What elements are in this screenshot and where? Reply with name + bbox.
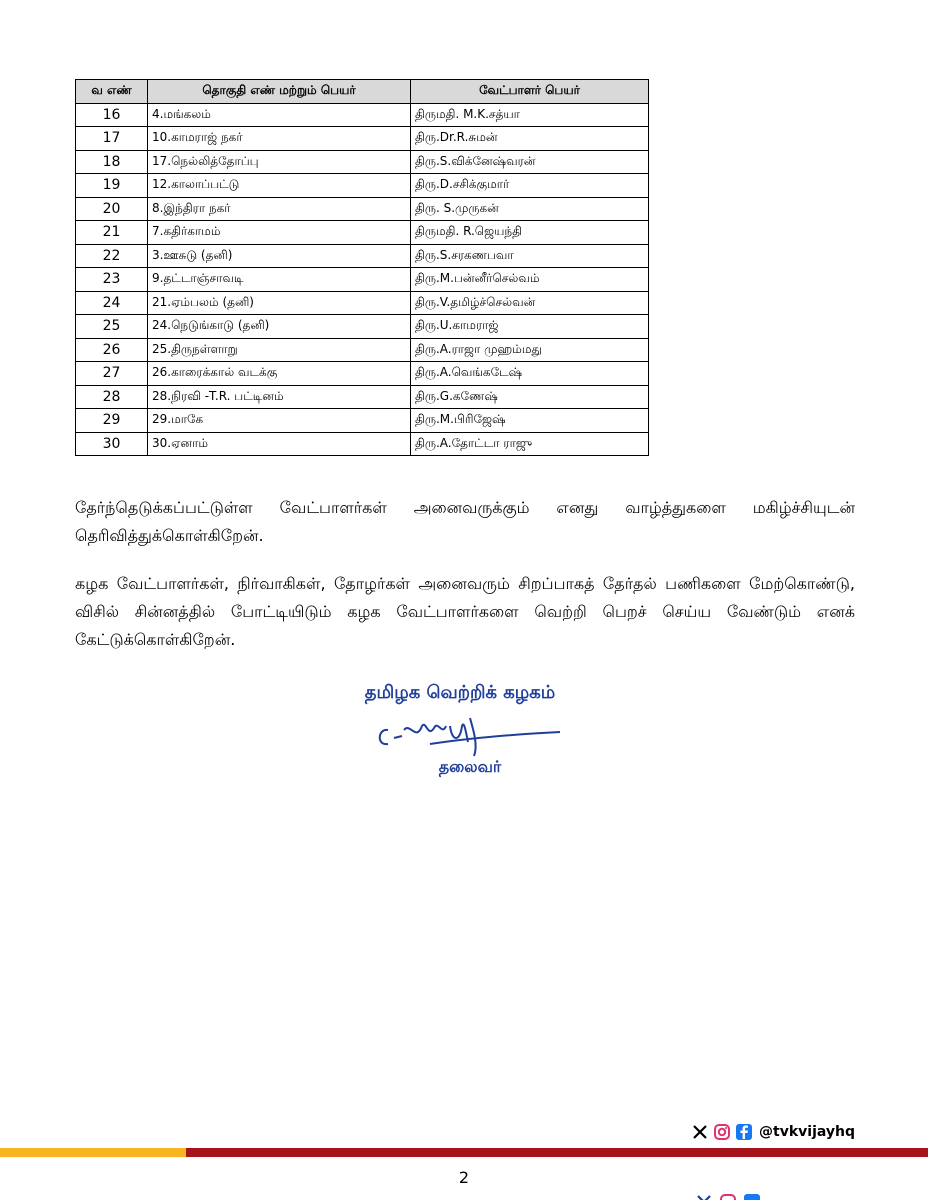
candidate-cell: திரு.M.பிரிஜேஷ் [411,409,649,433]
table-row [76,409,649,433]
table-row [76,385,649,409]
table-row [76,362,649,386]
serial-cell: 23 [76,268,148,292]
constituency-cell: 30.ஏனாம் [148,432,411,456]
serial-cell: 27 [76,362,148,386]
candidate-cell: திரு.A.வெங்கடேஷ் [411,362,649,386]
serial-cell: 18 [76,150,148,174]
serial-cell: 20 [76,197,148,221]
table-row [76,103,649,127]
serial-cell: 29 [76,409,148,433]
footer-bar-yellow [0,1148,186,1157]
facebook-icon[interactable] [735,1123,753,1141]
constituency-cell: 26.காரைக்கால் வடக்கு [148,362,411,386]
social-handle[interactable]: @tvkvijayhq [759,1124,855,1140]
table-body [76,103,649,456]
candidate-cell: திரு.Dr.R.சுமன் [411,127,649,151]
next-page-icons-cutoff [695,1193,761,1200]
table-row [76,127,649,151]
serial-cell: 28 [76,385,148,409]
serial-cell: 26 [76,338,148,362]
handwritten-signature [370,712,570,762]
table-row [76,315,649,339]
instagram-icon [719,1193,737,1200]
constituency-cell: 29.மாகே [148,409,411,433]
serial-cell: 17 [76,127,148,151]
candidate-cell: திரு.V.தமிழ்ச்செல்வன் [411,291,649,315]
candidate-cell: திருமதி. M.K.சத்யா [411,103,649,127]
constituency-cell: 9.தட்டாஞ்சாவடி [148,268,411,292]
candidate-cell: திரு.M.பன்னீர்செல்வம் [411,268,649,292]
footer-bar-red [186,1148,928,1157]
constituency-cell: 3.ஊசுடு (தனி) [148,244,411,268]
serial-cell: 25 [76,315,148,339]
serial-cell: 30 [76,432,148,456]
table-row [76,221,649,245]
table-header-row [76,80,649,104]
table-row [76,291,649,315]
constituency-cell: 17.நெல்லித்தோப்பு [148,150,411,174]
candidate-cell: திரு.U.காமராஜ் [411,315,649,339]
column-header-constituency: தொகுதி எண் மற்றும் பெயர் [148,80,411,104]
candidate-cell: திரு.A.தோட்டா ராஜு [411,432,649,456]
appeal-paragraph: கழக வேட்பாளர்கள், நிர்வாகிகள், தோழர்கள் அனைவரும் சிறப்பாகத் தேர்தல் பணிகளை மேற்கொண்டு, விசில் சின்னத்தில் போட்டியிடும் கழக வேட்பாளர்களை வெற்றி பெறச் செய்ய வேண்டும் எனக் கேட்டுக்கொள்கிறேன். [75,574,855,649]
x-icon[interactable] [691,1123,709,1141]
constituency-cell: 12.காலாப்பட்டு [148,174,411,198]
column-header-serial: வ எண் [76,80,148,104]
table-row [76,150,649,174]
candidate-cell: திருமதி. R.ஜெயந்தி [411,221,649,245]
candidate-cell: திரு.D.சசிக்குமார் [411,174,649,198]
facebook-icon [743,1193,761,1200]
social-links [691,1121,855,1143]
candidate-cell: திரு. S.முருகன் [411,197,649,221]
serial-cell: 24 [76,291,148,315]
constituency-cell: 7.கதிர்காமம் [148,221,411,245]
constituency-cell: 10.காமராஜ் நகர் [148,127,411,151]
table-row [76,432,649,456]
serial-cell: 19 [76,174,148,198]
column-header-candidate: வேட்பாளர் பெயர் [411,80,649,104]
constituency-cell: 4.மங்கலம் [148,103,411,127]
table-row [76,174,649,198]
table-row [76,197,649,221]
table-row [76,268,649,292]
candidate-table [75,79,649,456]
table-row [76,244,649,268]
candidate-cell: திரு.A.ராஜா முஹம்மது [411,338,649,362]
instagram-icon[interactable] [713,1123,731,1141]
candidate-cell: திரு.S.சரகணபவா [411,244,649,268]
constituency-cell: 21.ஏம்பலம் (தனி) [148,291,411,315]
candidate-cell: திரு.S.விக்னேஷ்வரன் [411,150,649,174]
x-icon [695,1193,713,1200]
party-name-signature: தமிழக வெற்றிக் கழகம் [364,682,556,703]
constituency-cell: 28.நிரவி -T.R. பட்டினம் [148,385,411,409]
serial-cell: 22 [76,244,148,268]
constituency-cell: 24.நெடுங்காடு (தனி) [148,315,411,339]
serial-cell: 21 [76,221,148,245]
greeting-paragraph: தேர்ந்தெடுக்கப்பட்டுள்ள வேட்பாளர்கள் அனைவருக்கும் எனது வாழ்த்துகளை மகிழ்ச்சியுடன் தெரிவித்துக்கொள்கிறேன். [75,498,855,545]
signatory-title: தலைவர் [438,757,502,776]
table-row [76,338,649,362]
page-number: 2 [458,1168,470,1187]
candidate-cell: திரு.G.கணேஷ் [411,385,649,409]
constituency-cell: 8.இந்திரா நகர் [148,197,411,221]
serial-cell: 16 [76,103,148,127]
constituency-cell: 25.திருநள்ளாறு [148,338,411,362]
